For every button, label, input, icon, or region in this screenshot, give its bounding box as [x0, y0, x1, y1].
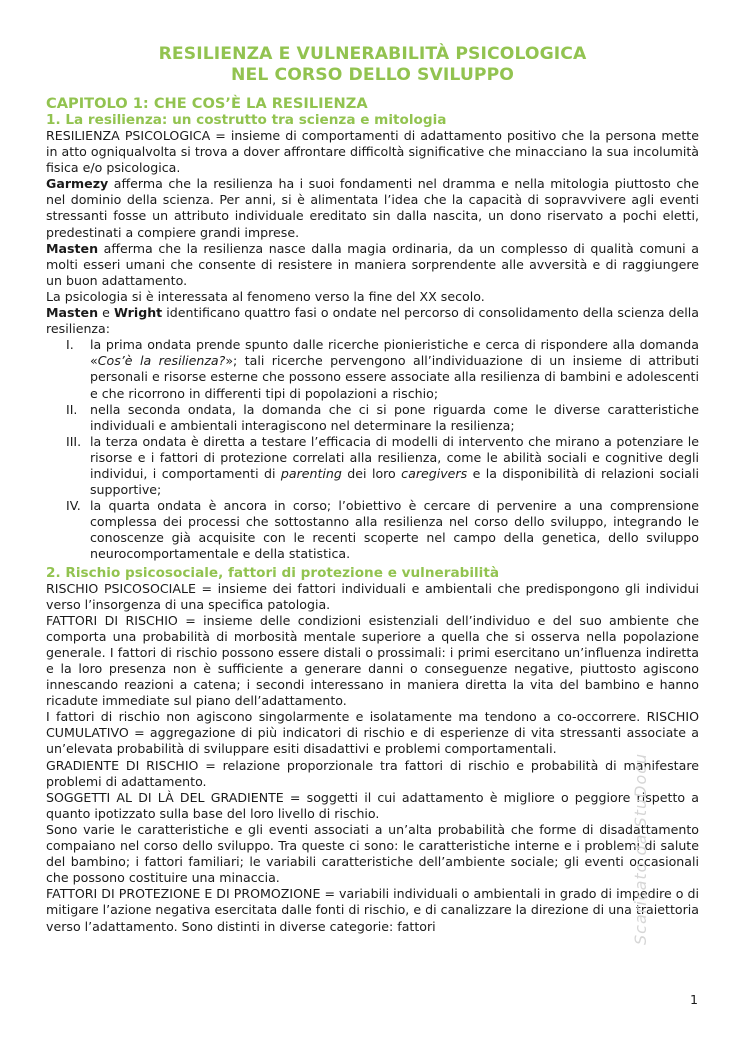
list-item: III. la terza ondata è diretta a testare l’efficacia di modelli di intervento che mirano a potenziare le risorse e i fattori di protezione correlati alla resilienza, come le abilità sociali e cognitive degli individui, i comportamenti di parenting dei loro caregivers e la disponibilità di relazioni sociali supportive;: [66, 433, 699, 498]
section-2-heading: 2. Rischio psicosociale, fattori di protezione e vulnerabilità: [46, 564, 499, 581]
author-name: Masten: [46, 305, 99, 321]
author-name: Garmezy: [46, 176, 109, 192]
chapter-heading: CAPITOLO 1: CHE COS’È LA RESILIENZA: [46, 95, 368, 112]
list-item: II. nella seconda ondata, la domanda che ci si pone riguarda come le diverse caratteristiche individuali e ambientali interagiscono nel determinare la resilienza;: [66, 401, 699, 433]
author-name: Wright: [114, 305, 163, 321]
definition-rischio-cumulativo: I fattori di rischio non agiscono singolarmente e isolatamente ma tendono a co-occorrere. RISCHIO CUMULATIVO = aggregazione di più indicatori di rischio e di esperienze di vita stressanti associate a un’elevata probabilità di sviluppare esiti disadattivi e problemi comportamentali.: [46, 709, 699, 757]
paragraph-masten: Masten afferma che la resilienza nasce dalla magia ordinaria, da un complesso di qualità comuni a molti esseri umani che consente di resistere in maniera sorprendente alle avversità e di raggiungere un buon adattamento.: [46, 240, 699, 288]
list-number: II.: [66, 401, 78, 417]
list-number: I.: [66, 337, 74, 353]
paragraph-caratteristiche: Sono varie le caratteristiche e gli eventi associati a un’alta probabilità che forme di disadattamento compaiano nel corso dello sviluppo. Tra queste ci sono: le caratteristiche interne e i problemi di salute del bambino; i fattori familiari; le variabili caratteristiche dell’ambiente sociale; gli eventi occasionali che possono costituire una minaccia.: [46, 821, 699, 886]
paragraph-garmezy: Garmezy afferma che la resilienza ha i suoi fondamenti nel dramma e nella mitologia piuttosto che nel dominio della scienza. Per anni, si è alimentata l’idea che la capacità di sopravvivere agli eventi stressanti fosse un attributo individuale ereditato sin dalla nascita, un dono riservato a pochi eletti, predestinati a compiere grandi imprese.: [46, 176, 699, 240]
page-number: 1: [690, 992, 699, 1007]
waves-list: [46, 337, 699, 562]
definition-soggetti: SOGGETTI AL DI LÀ DEL GRADIENTE = soggetti il cui adattamento è migliore o peggiore rispetto a quanto ipotizzato sulla base del loro livello di rischio.: [46, 789, 699, 821]
author-name: Masten: [46, 240, 99, 256]
definition-resilienza: RESILIENZA PSICOLOGICA = insieme di comportamenti di adattamento positivo che la persona mette in atto ogniqualvolta si trova a dover affrontare difficoltà significative che minacciano la sua incolumità fisica e/o psicologica.: [46, 128, 699, 176]
watermark-text: Scaricato da StuDocu: [631, 752, 650, 945]
definition-fattori-di-rischio: FATTORI DI RISCHIO = insieme delle condizioni esistenziali dell’individuo e del suo ambiente che comporta una probabilità di morbosità mentale superiore a quella che si osserva nella popolazione generale. I fattori di rischio possono essere distali o prossimali: i primi esercitano un’influenza indiretta e la loro presenza non è sufficiente a generare danni o conseguenze negative, piuttosto agiscono innescando reazioni a catena; i secondi interessano in maniera diretta la vita del bambino e hanno ricadute immediate sul piano dell’adattamento.: [46, 612, 699, 709]
title-line-2: NEL CORSO DELLO SVILUPPO: [231, 65, 514, 85]
section-1-heading: 1. La resilienza: un costrutto tra scienza e mitologia: [46, 112, 447, 128]
list-item: IV. la quarta ondata è ancora in corso; l’obiettivo è cercare di pervenire a una comprensione complessa dei processi che sottostanno alla resilienza nel corso dello sviluppo, integrando le conoscenze già acquisite con le recenti scoperte nel campo della genetica, dello sviluppo neurocomportamentale e della statistica.: [66, 498, 699, 562]
document-title: [46, 44, 699, 86]
title-line-1: RESILIENZA E VULNERABILITÀ PSICOLOGICA: [158, 44, 587, 64]
list-number: IV.: [66, 498, 81, 514]
list-number: III.: [66, 433, 82, 449]
paragraph-masten-wright: Masten e Wright identificano quattro fasi o ondate nel percorso di consolidamento della scienza della resilienza:: [46, 305, 699, 337]
definition-rischio-psicosociale: RISCHIO PSICOSOCIALE = insieme dei fattori individuali e ambientali che predispongono gli individui verso l’insorgenza di una specifica patologia.: [46, 580, 699, 612]
definition-fattori-protezione: FATTORI DI PROTEZIONE E DI PROMOZIONE = variabili individuali o ambientali in grado di impedire o di mitigare l’azione negativa esercitata dalle fonti di rischio, e di canalizzare la direzione di una traiettoria verso l’adattamento. Sono distinti in diverse categorie: fattori: [46, 886, 699, 934]
list-item: I. la prima ondata prende spunto dalle ricerche pionieristiche e cerca di rispondere alla domanda «Cos’è la resilienza?»; tali ricerche pervengono all’individuazione di un insieme di attributi personali e risorse esterne che possono essere associate alla resilienza di bambini e adolescenti e che ricorrono in differenti tipi di popolazioni a rischio;: [66, 337, 699, 401]
paragraph-psicologia: La psicologia si è interessata al fenomeno verso la fine del XX secolo.: [46, 288, 485, 304]
document-page: [46, 44, 699, 935]
definition-gradiente: GRADIENTE DI RISCHIO = relazione proporzionale tra fattori di rischio e probabilità di manifestare problemi di adattamento.: [46, 757, 699, 789]
